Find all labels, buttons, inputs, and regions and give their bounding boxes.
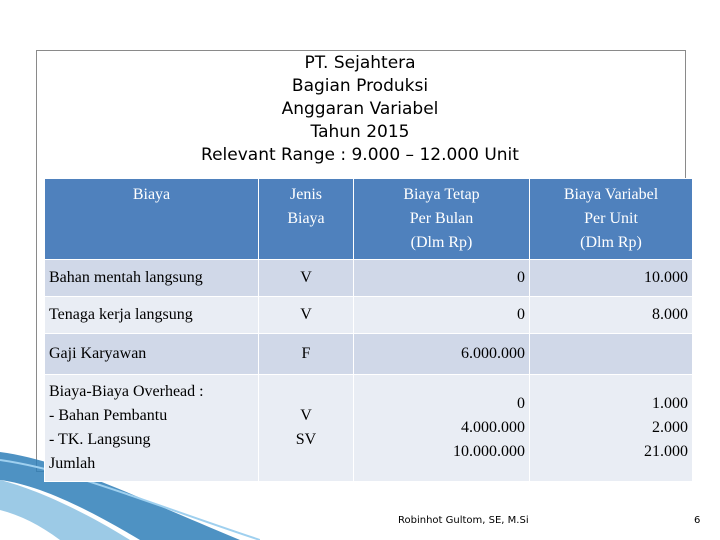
- cell-tetap: 6.000.000: [354, 334, 530, 375]
- report-header: [0, 52, 720, 167]
- company-name: PT. Sejahtera: [304, 53, 416, 73]
- department-name: Bagian Produksi: [291, 76, 429, 96]
- column-header-biaya-tetap: Biaya Tetap Per Bulan (Dlm Rp): [354, 179, 530, 260]
- cell-tetap: 0: [354, 297, 530, 334]
- report-year: Tahun 2015: [310, 122, 410, 142]
- column-header-biaya: Biaya: [45, 179, 259, 260]
- cell-biaya: Biaya-Biaya Overhead : - Bahan Pembantu - TK. Langsung Jumlah: [45, 375, 259, 482]
- cell-jenis: V SV: [259, 375, 354, 482]
- cell-tetap: 0 4.000.000 10.000.000: [354, 375, 530, 482]
- table-row: [45, 375, 693, 482]
- table-row: [45, 334, 693, 375]
- cell-jenis: F: [259, 334, 354, 375]
- cell-jenis: V: [259, 297, 354, 334]
- cell-variabel: 8.000: [530, 297, 693, 334]
- report-title: Anggaran Variabel: [281, 99, 439, 119]
- cell-variabel: [530, 334, 693, 375]
- column-header-biaya-variabel: Biaya Variabel Per Unit (Dlm Rp): [530, 179, 693, 260]
- table-row: [45, 260, 693, 297]
- relevant-range: Relevant Range : 9.000 – 12.000 Unit: [201, 145, 519, 165]
- cell-variabel: 10.000: [530, 260, 693, 297]
- page-number: 6: [694, 515, 701, 526]
- cell-jenis: V: [259, 260, 354, 297]
- table-row: [45, 297, 693, 334]
- column-header-jenis-biaya: Jenis Biaya: [259, 179, 354, 260]
- cell-biaya: Tenaga kerja langsung: [45, 297, 259, 334]
- cell-biaya: Gaji Karyawan: [45, 334, 259, 375]
- cell-variabel: 1.000 2.000 21.000: [530, 375, 693, 482]
- footer-author: Robinhot Gultom, SE, M.Si: [398, 515, 529, 526]
- table-header-row: [45, 179, 693, 260]
- budget-table: [44, 178, 693, 482]
- cell-tetap: 0: [354, 260, 530, 297]
- cell-biaya: Bahan mentah langsung: [45, 260, 259, 297]
